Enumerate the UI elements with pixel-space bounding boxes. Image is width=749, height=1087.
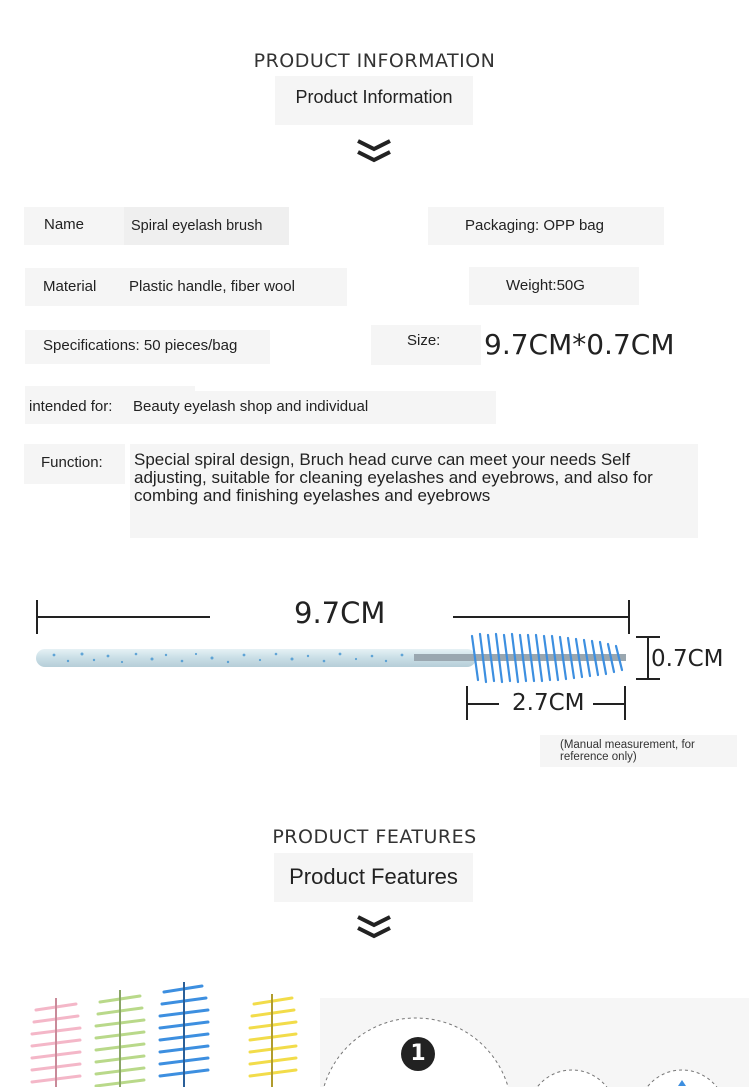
material-value: Plastic handle, fiber wool — [129, 278, 295, 295]
size-value: 9.7CM*0.7CM — [484, 328, 675, 361]
weight-text: Weight:50G — [506, 277, 585, 294]
length-right-tick — [628, 600, 630, 634]
subtitle-text: Product Information — [295, 87, 453, 107]
spiral-brush-illustration — [34, 630, 634, 686]
feature-number-badge — [401, 1037, 435, 1071]
intended-label: intended for: — [29, 398, 113, 415]
diameter-bottom-tick — [636, 678, 660, 680]
diameter-line — [647, 636, 649, 679]
function-label: Function: — [41, 454, 103, 471]
colored-brushes-illustration — [20, 980, 310, 1087]
features-subtitle-text: Product Features — [289, 864, 458, 889]
name-value: Spiral eyelash brush — [131, 218, 263, 234]
section-title-product-information: PRODUCT INFORMATION — [253, 50, 496, 72]
material-label: Material — [43, 278, 97, 295]
head-line-right — [593, 703, 625, 705]
specifications-text: Specifications: 50 pieces/bag — [43, 337, 238, 354]
length-label: 9.7CM — [294, 596, 386, 630]
name-label: Name — [44, 216, 85, 233]
feature-circles — [318, 1014, 749, 1087]
head-length-label: 2.7CM — [512, 690, 585, 716]
size-label: Size: — [407, 332, 441, 349]
length-line-right — [453, 616, 629, 618]
function-value: Special spiral design, Bruch head curve can meet your needs Self adjusting, suitable for cleaning eyelashes and eyebrows, and also for combing and finishing eyelashes and eyebrows — [134, 450, 653, 505]
section-subtitle-product-information — [275, 76, 473, 125]
section-title-product-features: PRODUCT FEATURES — [272, 826, 477, 848]
head-line-left — [466, 703, 499, 705]
section-subtitle-product-features — [274, 853, 473, 902]
diameter-label: 0.7CM — [651, 646, 724, 672]
measurement-note: (Manual measurement, for reference only) — [560, 739, 695, 763]
feature-number: 1 — [410, 1041, 426, 1066]
double-chevron-down-icon — [356, 138, 392, 166]
head-right-tick — [624, 686, 626, 720]
length-line-left — [36, 616, 210, 618]
double-chevron-down-icon-2 — [356, 914, 392, 942]
intended-value: Beauty eyelash shop and individual — [133, 398, 369, 415]
packaging-text: Packaging: OPP bag — [465, 217, 604, 234]
